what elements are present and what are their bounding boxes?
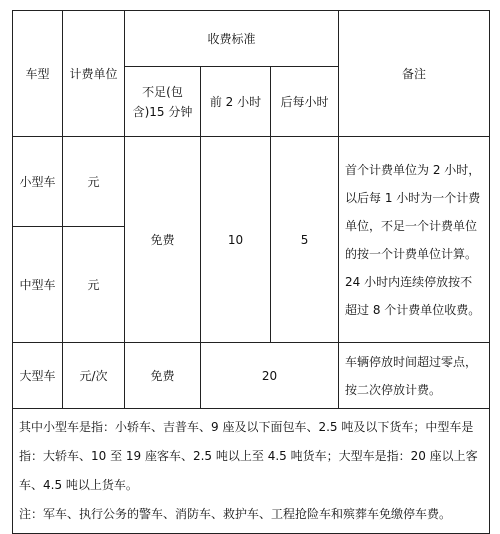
small-medium-free: 免费	[125, 137, 201, 343]
small-medium-first2: 10	[201, 137, 271, 343]
vehicle-definition: 其中小型车是指：小轿车、吉普车、9 座及以下面包车、2.5 吨及以下货车；中型车是指：大轿车、10 至 19 座客车、2.5 吨以上至 4.5 吨货车；大型车是指：20 座以上客车、4.5 吨以上货车。	[19, 420, 478, 492]
header-remark: 备注	[339, 11, 490, 137]
header-vehicle-type: 车型	[13, 11, 63, 137]
header-first-2-hours: 前 2 小时	[201, 67, 271, 137]
small-vehicle-unit: 元	[63, 137, 125, 227]
large-vehicle-fee: 20	[201, 343, 339, 409]
table-footer	[13, 409, 490, 534]
large-vehicle-type: 大型车	[13, 343, 63, 409]
small-medium-after: 5	[271, 137, 339, 343]
header-unit: 计费单位	[63, 11, 125, 137]
large-vehicle-unit: 元/次	[63, 343, 125, 409]
parking-fee-table	[12, 10, 490, 534]
header-after-hourly: 后每小时	[271, 67, 339, 137]
exemption-note: 注：军车、执行公务的警车、消防车、救护车、工程抢险车和殡葬车免缴停车费。	[19, 507, 452, 521]
medium-vehicle-type: 中型车	[13, 227, 63, 343]
large-vehicle-remark: 车辆停放时间超过零点，按二次停放计费。	[339, 343, 490, 409]
small-vehicle-type: 小型车	[13, 137, 63, 227]
header-free-period: 不足(包含)15 分钟	[125, 67, 201, 137]
header-standard: 收费标准	[125, 11, 339, 67]
medium-vehicle-unit: 元	[63, 227, 125, 343]
large-vehicle-free: 免费	[125, 343, 201, 409]
small-medium-remark: 首个计费单位为 2 小时，以后每 1 小时为一个计费单位，不足一个计费单位的按一个计费单位计算。24 小时内连续停放按不超过 8 个计费单位收费。	[339, 137, 490, 343]
